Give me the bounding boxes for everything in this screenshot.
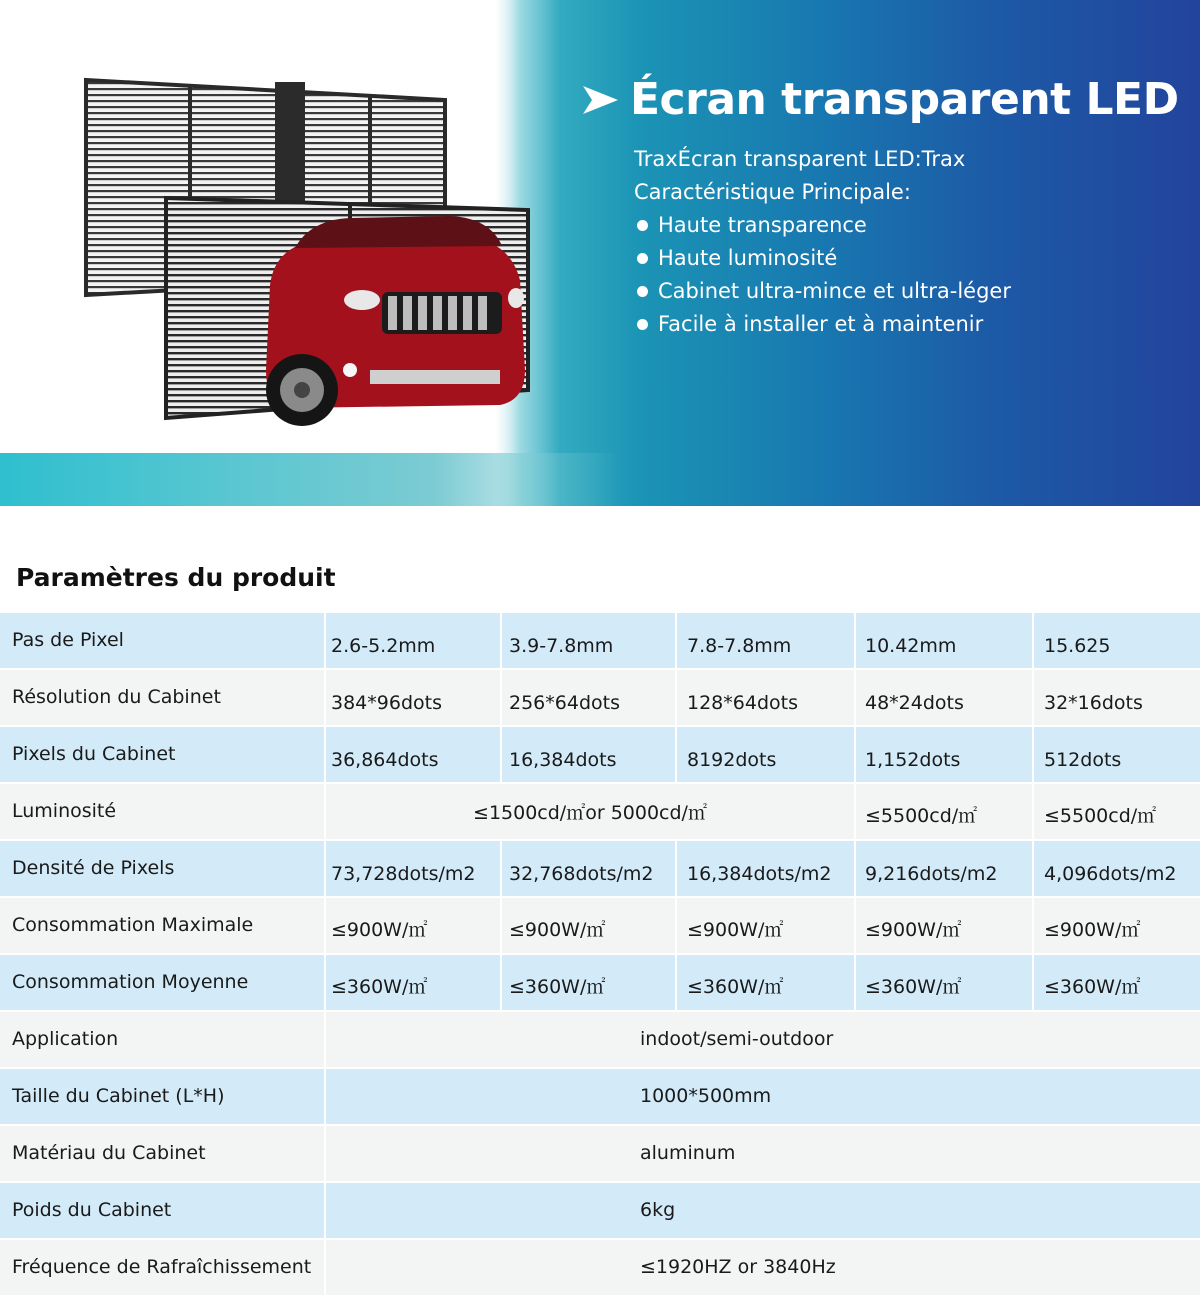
table-cell: 15.625 [1034,613,1200,668]
row-label: Taille du Cabinet (L*H) [0,1069,326,1124]
table-cell: 48*24dots [856,670,1034,725]
table-cell: ≤360W/㎡ [677,955,856,1010]
table-cell-merged: ≤1500cd/㎡or 5000cd/㎡ [326,784,856,839]
table-cell: 256*64dots [502,670,677,725]
table-cell-merged: 1000*500mm [326,1069,1200,1124]
row-label: Résolution du Cabinet [0,670,326,725]
feature-item [634,242,1011,275]
table-cell: 10.42mm [856,613,1034,668]
table-cell: ≤360W/㎡ [502,955,677,1010]
row-label: Luminosité [0,784,326,839]
feature-label: Haute transparence [658,213,867,237]
feature-item [634,209,1011,242]
table-cell: ≤900W/㎡ [1034,898,1200,953]
bullet-icon [637,319,648,330]
table-cell: ≤5500cd/㎡ [1034,784,1200,839]
features-heading: Caractéristique Principale: [634,180,911,204]
table-row [0,955,1200,1012]
table-cell: ≤360W/㎡ [1034,955,1200,1010]
table-cell: 16,384dots [502,727,677,782]
banner-subtitle: TraxÉcran transparent LED:Trax [634,147,966,171]
row-label: Pixels du Cabinet [0,727,326,782]
row-label: Matériau du Cabinet [0,1126,326,1181]
table-cell: 384*96dots [326,670,502,725]
table-cell: 2.6-5.2mm [326,613,502,668]
table-row [0,727,1200,784]
row-label: Poids du Cabinet [0,1183,326,1238]
table-cell: ≤900W/㎡ [502,898,677,953]
row-label: Fréquence de Rafraîchissement [0,1240,326,1295]
table-cell: 3.9-7.8mm [502,613,677,668]
table-cell: 9,216dots/m2 [856,841,1034,896]
table-cell: 1,152dots [856,727,1034,782]
spec-table [0,613,1200,1297]
bullet-icon [637,286,648,297]
table-cell: 32*16dots [1034,670,1200,725]
table-cell: 512dots [1034,727,1200,782]
product-image [70,70,540,440]
table-cell: 73,728dots/m2 [326,841,502,896]
table-row [0,898,1200,955]
table-row [0,1012,1200,1069]
banner-title: Écran transparent LED [630,74,1179,125]
bullet-icon [637,253,648,264]
table-row [0,841,1200,898]
table-cell: ≤900W/㎡ [856,898,1034,953]
table-cell: 16,384dots/m2 [677,841,856,896]
row-label: Application [0,1012,326,1067]
table-cell: 7.8-7.8mm [677,613,856,668]
bullet-icon [637,220,648,231]
table-cell: ≤5500cd/㎡ [856,784,1034,839]
table-cell: ≤900W/㎡ [677,898,856,953]
feature-item [634,308,1011,341]
banner-description [634,143,1011,341]
table-cell: 4,096dots/m2 [1034,841,1200,896]
table-row [0,1240,1200,1297]
table-row [0,670,1200,727]
table-row [0,784,1200,841]
row-label: Consommation Moyenne [0,955,326,1010]
row-label: Densité de Pixels [0,841,326,896]
table-cell: 8192dots [677,727,856,782]
row-label: Consommation Maximale [0,898,326,953]
table-cell: ≤900W/㎡ [326,898,502,953]
transparent-led-screen-illustration [70,70,540,440]
feature-label: Haute luminosité [658,246,838,270]
feature-label: Cabinet ultra-mince et ultra-léger [658,279,1011,303]
table-cell-merged: aluminum [326,1126,1200,1181]
row-label: Pas de Pixel [0,613,326,668]
hero-banner [0,0,1200,506]
feature-item [634,275,1011,308]
section-title: Paramètres du produit [16,563,336,592]
table-row [0,613,1200,670]
table-cell: 36,864dots [326,727,502,782]
table-cell-merged: ≤1920HZ or 3840Hz [326,1240,1200,1295]
table-row [0,1183,1200,1240]
table-cell-merged: 6kg [326,1183,1200,1238]
banner-accent-strip [0,453,620,506]
table-row [0,1126,1200,1183]
table-cell: ≤360W/㎡ [856,955,1034,1010]
table-cell: 32,768dots/m2 [502,841,677,896]
table-cell-merged: indoot/semi-outdoor [326,1012,1200,1067]
arrow-right-icon [580,80,620,120]
banner-title-row [580,74,1179,125]
feature-label: Facile à installer et à maintenir [658,312,984,336]
table-cell: 128*64dots [677,670,856,725]
table-cell: ≤360W/㎡ [326,955,502,1010]
table-row [0,1069,1200,1126]
